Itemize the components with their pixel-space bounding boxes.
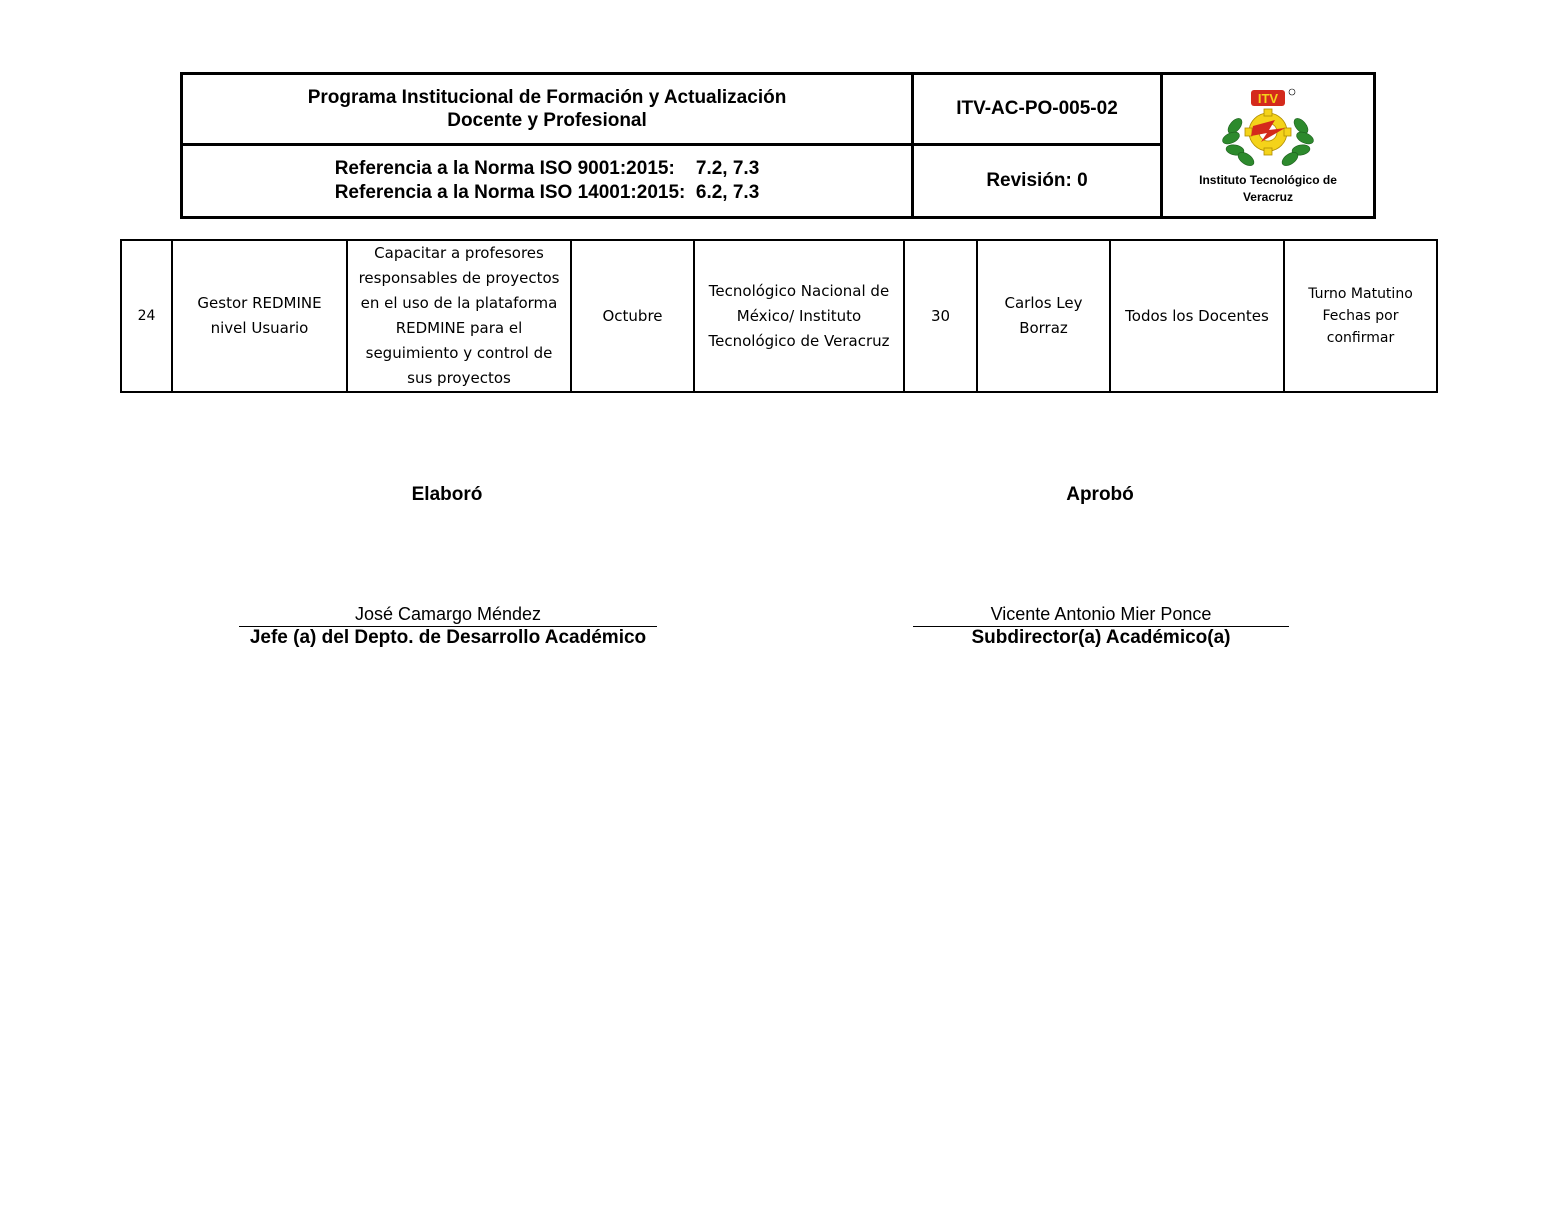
approved-by-heading: Aprobó: [1066, 484, 1134, 505]
course-hours: 30: [904, 240, 977, 392]
prepared-by-role: Jefe (a) del Depto. de Desarrollo Académico: [249, 627, 647, 648]
course-audience: Todos los Docentes: [1110, 240, 1284, 392]
course-month: Octubre: [571, 240, 694, 392]
logo-text: ITV: [1257, 90, 1279, 106]
prepared-by-heading: Elaboró: [411, 484, 483, 505]
itv-logo-icon: [1213, 86, 1323, 168]
revision-number: Revisión: 0: [914, 146, 1163, 216]
approved-by-name: Vicente Antonio Mier Ponce: [913, 603, 1289, 627]
program-title-line2: Docente y Profesional: [447, 110, 647, 131]
iso-references: [183, 146, 914, 216]
document-code: ITV-AC-PO-005-02: [914, 75, 1163, 146]
institution-name-line1: Instituto Tecnológico de: [1199, 172, 1337, 187]
course-name: Gestor REDMINE nivel Usuario: [172, 240, 347, 392]
program-title-line1: Programa Institucional de Formación y Actualización: [307, 87, 787, 108]
course-instructor: Carlos Ley Borraz: [977, 240, 1110, 392]
course-place: Tecnológico Nacional de México/ Instituto Tecnológico de Veracruz: [694, 240, 904, 392]
document-header: [180, 72, 1376, 219]
course-schedule: Turno Matutino Fechas por confirmar: [1284, 240, 1437, 392]
approved-by-role: Subdirector(a) Académico(a): [971, 627, 1231, 648]
course-number: 24: [121, 240, 172, 392]
prepared-by-name: José Camargo Méndez: [239, 603, 657, 627]
table-row: [121, 240, 1437, 392]
institution-cell: [1163, 75, 1373, 216]
iso-14001-reference: Referencia a la Norma ISO 14001:2015: 6.2, 7.3: [334, 182, 760, 203]
course-table: [120, 239, 1438, 393]
program-title: [183, 75, 914, 146]
course-objective: Capacitar a profesores responsables de proyectos en el uso de la plataforma REDMINE para el seguimiento y control de sus proyectos: [347, 240, 571, 392]
iso-9001-reference: Referencia a la Norma ISO 9001:2015: 7.2, 7.3: [334, 158, 760, 179]
institution-name-line2: Veracruz: [1242, 189, 1294, 204]
